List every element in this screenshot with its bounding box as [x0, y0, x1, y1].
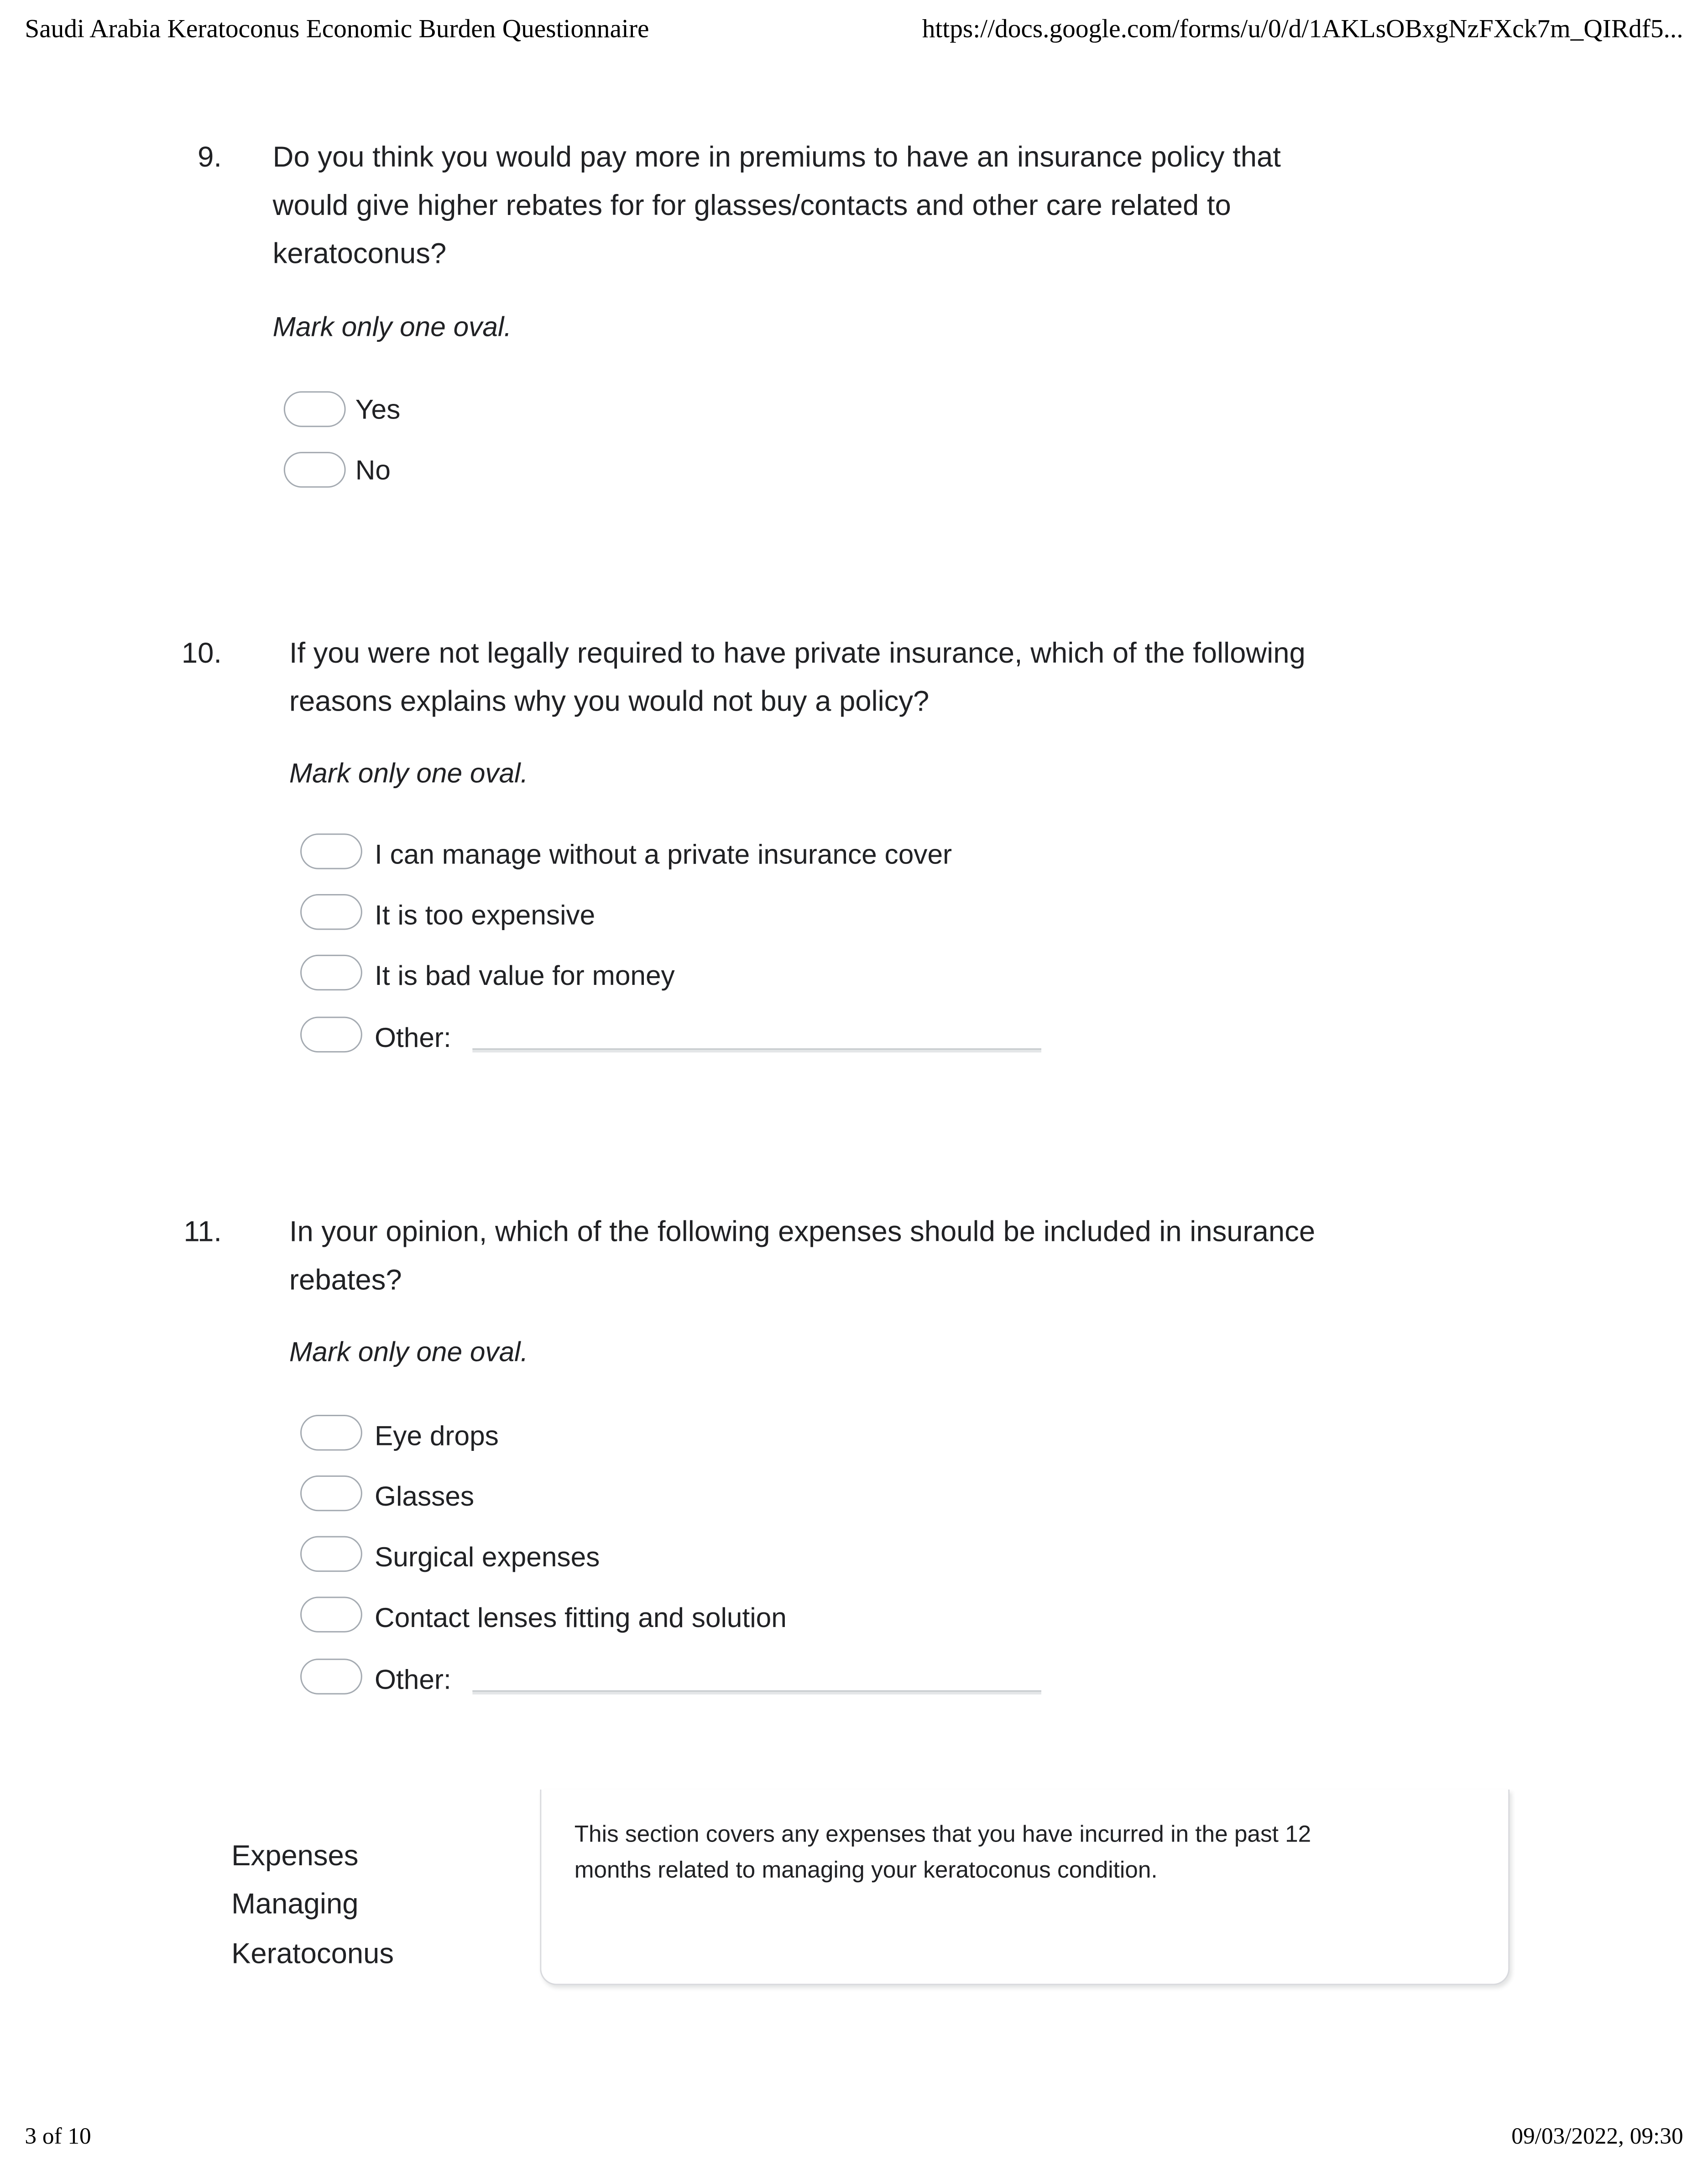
radio-label-q11-option-3: Surgical expenses — [375, 1543, 600, 1574]
radio-oval-q11-option-4[interactable] — [300, 1596, 362, 1632]
radio-oval-q10-option-2[interactable] — [300, 894, 362, 930]
radio-label-q10-option-1: I can manage without a private insurance cover — [375, 840, 952, 871]
question-9-line-2: would give higher rebates for for glasses/contacts and other care related to — [272, 190, 1231, 222]
section-title-line-2: Managing — [231, 1889, 359, 1920]
radio-oval-q10-other[interactable] — [300, 1017, 362, 1052]
radio-label-q11-option-2: Glasses — [375, 1482, 475, 1513]
radio-oval-q9-no[interactable] — [284, 452, 346, 487]
question-11-number: 11. — [183, 1216, 222, 1248]
question-11-hint: Mark only one oval. — [289, 1337, 528, 1368]
print-timestamp: 09/03/2022, 09:30 — [1511, 2123, 1683, 2149]
radio-label-q11-other: Other: — [375, 1665, 451, 1696]
radio-label-q11-option-4: Contact lenses fitting and solution — [375, 1603, 787, 1634]
question-11-line-2: rebates? — [289, 1264, 402, 1297]
section-title-line-1: Expenses — [231, 1840, 359, 1873]
question-9-number: 9. — [198, 141, 222, 174]
radio-oval-q11-option-2[interactable] — [300, 1476, 362, 1511]
radio-label-q10-other: Other: — [375, 1023, 451, 1054]
page-header-title: Saudi Arabia Keratoconus Economic Burden Questionnaire — [25, 15, 649, 44]
question-10-hint: Mark only one oval. — [289, 759, 528, 790]
radio-label-q9-no: No — [355, 456, 391, 487]
radio-oval-q11-option-1[interactable] — [300, 1415, 362, 1450]
section-title-line-3: Keratoconus — [231, 1938, 394, 1970]
radio-oval-q11-option-3[interactable] — [300, 1536, 362, 1572]
other-answer-line-q10[interactable] — [472, 1048, 1041, 1052]
section-description-line-1: This section covers any expenses that you have incurred in the past 12 — [574, 1821, 1311, 1847]
page-number-indicator: 3 of 10 — [25, 2123, 91, 2149]
question-9-line-1: Do you think you would pay more in premiums to have an insurance policy that — [272, 141, 1281, 174]
question-9-line-3: keratoconus? — [272, 238, 447, 270]
radio-label-q10-option-3: It is bad value for money — [375, 961, 675, 992]
radio-oval-q10-option-1[interactable] — [300, 833, 362, 869]
question-9-hint: Mark only one oval. — [272, 313, 512, 343]
radio-oval-q10-option-3[interactable] — [300, 955, 362, 990]
section-description-line-2: months related to managing your keratoconus condition. — [574, 1857, 1158, 1884]
question-10-number: 10. — [181, 638, 222, 670]
question-10-line-2: reasons explains why you would not buy a policy? — [289, 686, 930, 718]
radio-label-q9-yes: Yes — [355, 395, 401, 426]
radio-oval-q9-yes[interactable] — [284, 391, 346, 427]
section-description-card — [540, 1790, 1510, 1985]
radio-label-q11-option-1: Eye drops — [375, 1422, 499, 1452]
radio-oval-q11-other[interactable] — [300, 1659, 362, 1694]
page-header-url: https://docs.google.com/forms/u/0/d/1AKLsOBxgNzFXck7m_QIRdf5... — [922, 15, 1683, 44]
radio-label-q10-option-2: It is too expensive — [375, 901, 595, 931]
question-10-line-1: If you were not legally required to have private insurance, which of the following — [289, 638, 1306, 670]
question-11-line-1: In your opinion, which of the following expenses should be included in insurance — [289, 1216, 1316, 1248]
other-answer-line-q11[interactable] — [472, 1690, 1041, 1695]
